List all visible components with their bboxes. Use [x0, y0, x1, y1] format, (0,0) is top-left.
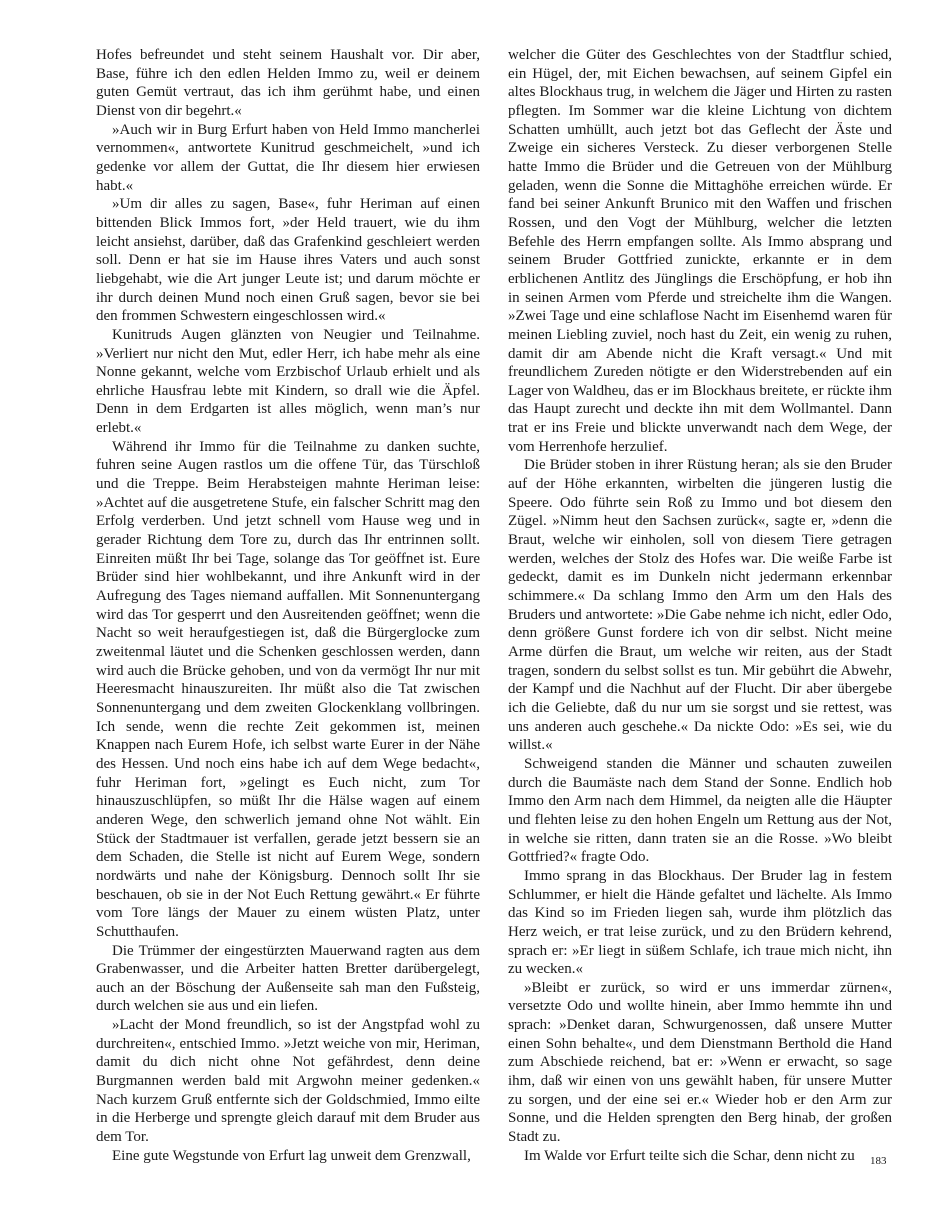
paragraph: Schweigend standen die Männer und schauten zuweilen durch die Baumäste nach dem Stand der Sonne. Endlich hob Immo den Arm nach dem Himmel, da neigten alle die Häupter und flehten leise zu den hohen Engeln um Rettung aus der Not, in welche sie ritten, dann traten sie an die Rosse. »Wo bleibt Gottfried?« fragte Odo.: [508, 755, 892, 866]
paragraph: Eine gute Wegstunde von Erfurt lag unweit dem Grenzwall,: [112, 1147, 471, 1164]
page-number: 183: [870, 1155, 887, 1167]
paragraph: »Auch wir in Burg Erfurt haben von Held Immo mancherlei vernommen«, antwortete Kunitrud geschmeichelt, »und ich gedenke vor allem der Guttat, die Ihr diesem hier erwiesen habt.«: [96, 121, 480, 194]
paragraph: Hofes befreundet und steht seinem Haushalt vor. Dir aber, Base, führe ich den edlen Helden Immo zu, weil er deinem guten Gemüt vertraut, das ich ihm gerühmt habe, und einen Dienst von dir begehrt.«: [96, 47, 480, 119]
right-column: [508, 46, 892, 1165]
paragraph: Kunitruds Augen glänzten von Neugier und Teilnahme. »Verliert nur nicht den Mut, edler Herr, ich habe mehr als eine Nonne gekannt, welche vom Erzbischof Urlaub erhielt und als ehrliche Hausfrau lebte mit Kindern, so drall wie die Äpfel. Denn in dem Erdgarten ist alles möglich, wenn man’s nur erlebt.«: [96, 326, 480, 437]
left-column: [96, 46, 480, 1165]
paragraph: Im Walde vor Erfurt teilte sich die Schar, denn nicht zu: [524, 1147, 855, 1164]
paragraph: Die Trümmer der eingestürzten Mauerwand ragten aus dem Grabenwasser, und die Arbeiter hatten Bretter darübergelegt, auch an der Böschung der Außenseite sah man den Fußsteig, durch welchen sie aus und ein liefen.: [96, 942, 480, 1015]
paragraph: »Um dir alles zu sagen, Base«, fuhr Heriman auf einen bittenden Blick Immos fort, »der Held trauert, wie du ihm leicht ansiehst, darüber, daß das Grafenkind geschleiert werden soll. Denn er hat sie im Hause ihres Vaters und auch sonst liebgehabt, wie die Art junger Leute ist; und darum möchte er ihr durch deinen Mund noch einen Gruß sagen, bevor sie bei den frommen Schwestern eingeschlossen wird.«: [96, 196, 480, 325]
paragraph: Während ihr Immo für die Teilnahme zu danken suchte, fuhren seine Augen rastlos um die offene Tür, das Türschloß und die Treppe. Beim Herabsteigen mahnte Heriman leise: »Achtet auf die ausgetretene Stufe, ein falscher Schritt mag den Erfolg verderben. Und jetzt schnell vom Hause weg und in gerader Richtung dem Tore zu, durch das Ihr entrinnen sollt. Einreiten müßt Ihr bei Tage, solange das Tor geöffnet ist. Eure Brüder sind hier wohlbekannt, und ihre Ankunft wird in der Aufregung des Tages niemand auffallen. Mit Sonnenuntergang wird das Tor gesperrt und den Ausreitenden geöffnet; wenn die Nacht so weit heraufgestiegen ist, daß die Bürgerglocke zum zweitenmal läutet und die Schenken geschlossen werden, dann wird auch die Brücke gehoben, und von da vermögt Ihr nur mit Heeresmacht hinauszureiten. Ihr müßt also die Tat zwischen Sonnenuntergang und dem zweiten Glockenklang vollbringen. Ich sende, wenn die rechte Zeit gekommen ist, meinen Knappen nach Eurem Hofe, ich selbst warte Eurer in der Nähe des Hessen. Und noch eins habe ich auf dem Wege bedacht«, fuhr Heriman fort, »gelingt es Euch nicht, zum Tor hinauszuschlüpfen, so müßt Ihr die Hälse wagen auf einem anderen Wege, den schwerlich jemand ohne Not wählt. Ein Stück der Stadtmauer ist verfallen, gerade jetzt bessern sie an dem Schaden, die Stelle ist nicht auf Eurem Wege, sondern nordwärts und nahe der Königsburg. Dennoch sollt Ihr sie beschauen, ob sie in der Not Euch Rettung gewährt.« Er führte vom Tore längs der Mauer zu einem wüsten Platz, unter Schutthaufen.: [96, 438, 480, 940]
paragraph: Die Brüder stoben in ihrer Rüstung heran; als sie den Bruder auf der Höhe erkannten, wirbelten die jüngeren lustig die Speere. Odo führte sein Roß zu Immo und bot diesem den Zügel. »Nimm heut den Sachsen zurück«, sagte er, »denn die Braut, welche wir einholen, soll von diesem Tiere getragen werden, welches der Stolz des Hofes war. Die weiße Farbe ist gedeckt, damit es im Dunkeln nicht jedermann erkennbar schimmere.« Da schlang Immo den Arm um den Hals des Bruders und antwortete: »Die Gabe nehme ich nicht, edler Odo, denn größere Gunst fordere ich von dir selbst. Nicht meine Arme dürfen die Braut, um welche wir reiten, aus der Stadt tragen, sondern du selbst sollst es tun. Mir gebührt die Abwehr, der Kampf und die Nachhut auf der Flucht. Dir aber übergebe ich die Geliebte, daß du nur um sie sorgst und sie rettest, was uns anderen auch geschehe.« Da nickte Odo: »Es sei, wie du willst.«: [508, 457, 892, 754]
paragraph: welcher die Güter des Geschlechtes von der Stadtflur schied, ein Hügel, der, mit Eichen bewachsen, auf seinem Gipfel ein altes Blockhaus trug, in welchem die Jäger und Hirten zu rasten pflegten. Im Sommer war die kleine Lichtung von dichtem Schatten umhüllt, auch jetzt bot das Geflecht der Äste und Zweige ein sicheres Versteck. Zu dieser verborgenen Stelle hatte Immo die Brüder und die Getreuen von der Mühlburg geladen, wenn die Sonne die Mittaghöhe erreichen würde. Er fand bei seiner Ankunft Brunico mit den Waffen und frischen Rossen, und den Vogt der Mühlburg, welcher die letzten Befehle des Herrn empfangen sollte. Als Immo absprang und seinem Bruder Gottfried zunickte, erkannte er in dem erblichenen Antlitz des Jünglings die Erschöpfung, er hob ihn in seinen Armen vom Pferde und streichelte ihm die Wangen. »Zwei Tage und eine schlaflose Nacht im Eisenhemd waren für meinen Liebling zuviel, noch hast du Zeit, ein wenig zu ruhen, damit dir am Abende nicht die Kraft versagt.« Und mit freundlichem Zureden nötigte er den Widerstrebenden auf ein Lager von Waldheu, das er im Blockhaus breitete, er rückte ihm das Haupt zurecht und deckte ihn mit dem Wollmantel. Dann trat er ins Freie und blickte unverwandt nach dem Wege, der vom Herrenhofe herzulief.: [508, 47, 892, 455]
paragraph: »Bleibt er zurück, so wird er uns immerdar zürnen«, versetzte Odo und wollte hinein, aber Immo hemmte ihn und sprach: »Denket daran, Schwurgenossen, daß unsere Mutter einen Sohn behalte«, und dem Dienstmann Berthold die Hand zum Abschiede reichend, bat er: »Wenn er erwacht, so sage ihm, daß wir einen von uns gewählt haben, für unsere Mutter zu sorgen, und der eine sei er.« Wieder hob er den Arm zur Sonne, und die Helden sprengten den Berg hinab, der großen Stadt zu.: [508, 979, 892, 1146]
paragraph: »Lacht der Mond freundlich, so ist der Angstpfad wohl zu durchreiten«, entschied Immo. »Jetzt weiche von mir, Heriman, damit du dich nicht ohne Not gefährdest, denn deine Burgmannen werden bald mit Argwohn meiner gedenken.« Nach kurzem Gruß entfernte sich der Goldschmied, Immo eilte in die Herberge und sprengte gleich darauf mit dem Bruder aus dem Tor.: [96, 1017, 480, 1146]
paragraph: Immo sprang in das Blockhaus. Der Bruder lag in festem Schlummer, er hielt die Hände gefaltet und lächelte. Als Immo das Kind so im Frieden liegen sah, wurde ihm plötzlich das Herz weich, er trat leise zurück, und zu den Brüdern kehrend, sprach er: »Er liegt in süßem Schlafe, ich traue mich nicht, ihn zu wecken.«: [508, 867, 892, 978]
